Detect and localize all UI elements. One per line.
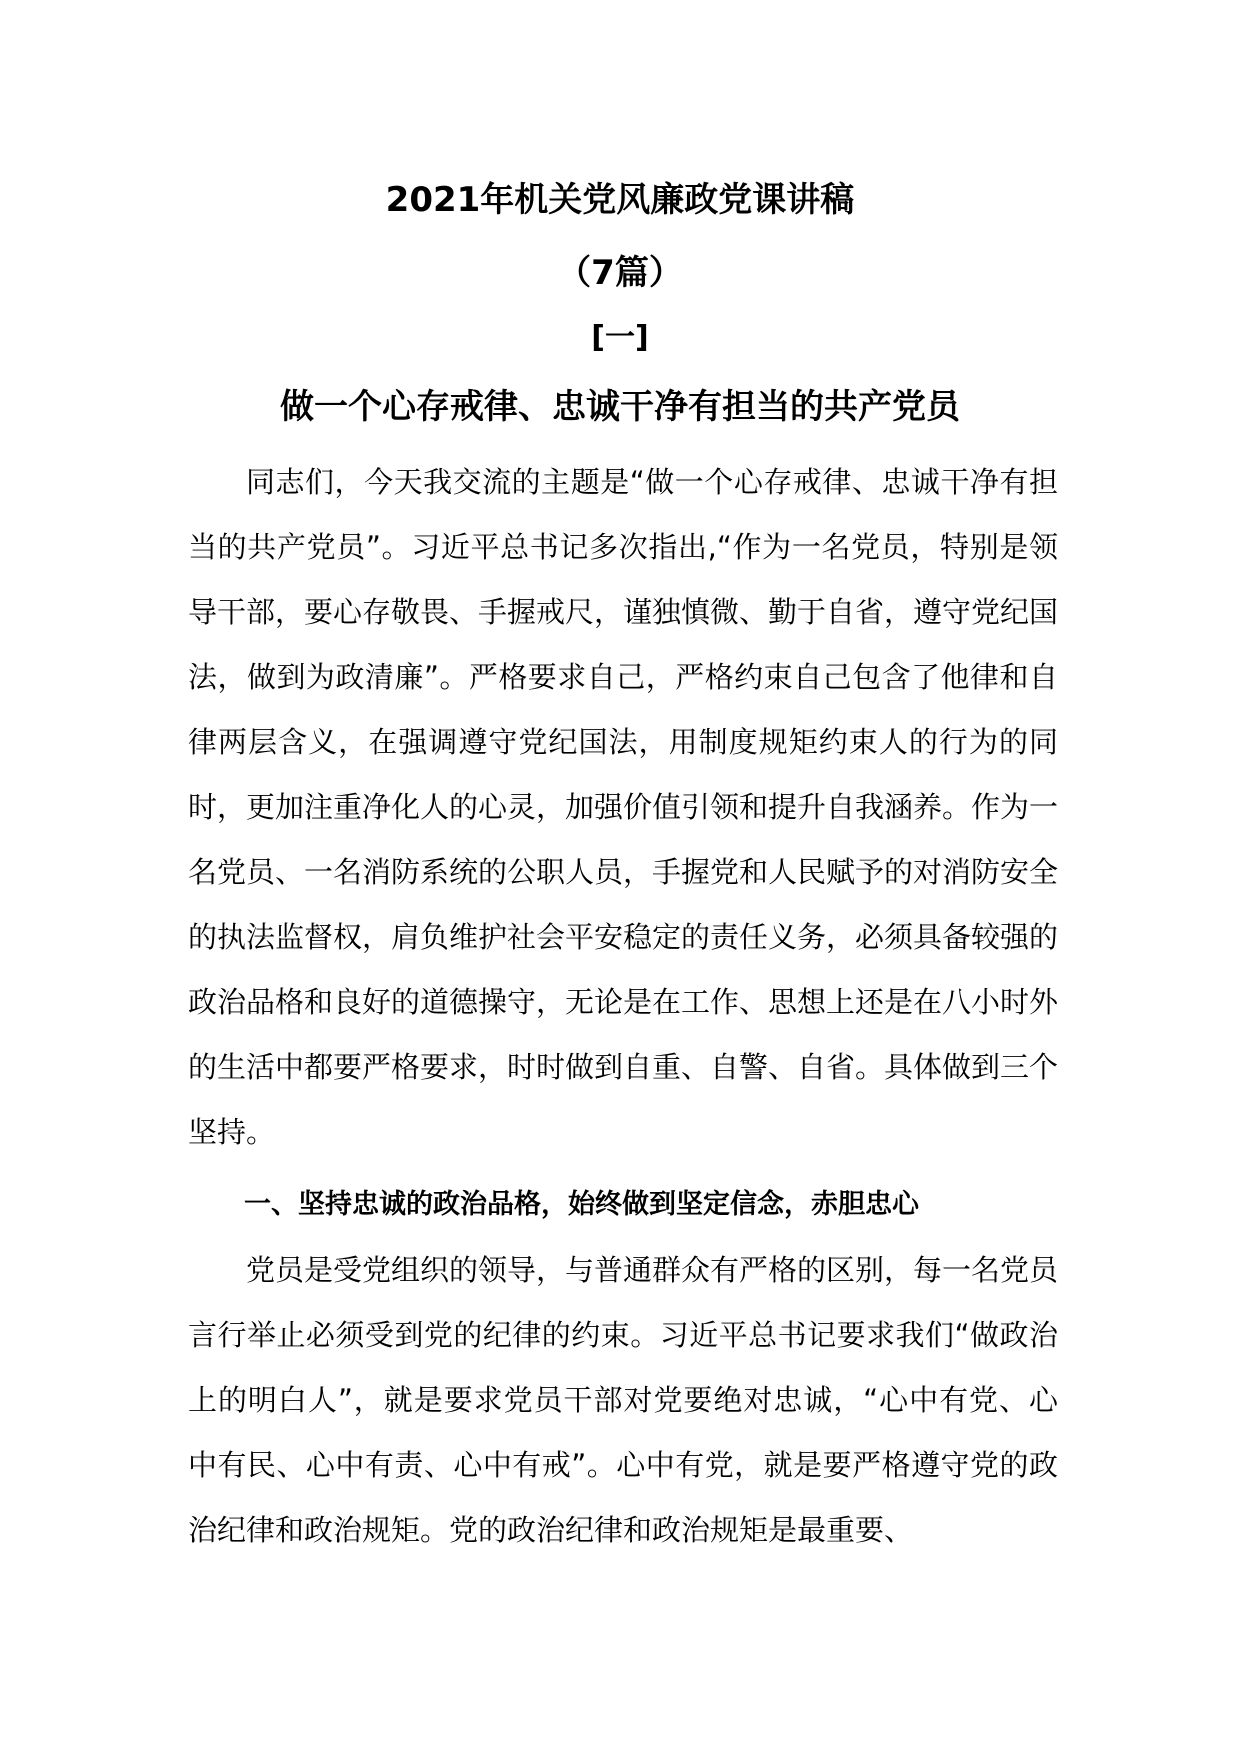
intro-paragraph: 同志们，今天我交流的主题是“做一个心存戒律、忠诚干净有担当的共产党员”。习近平总书记多次指出,“作为一名党员，特别是领导干部，要心存敬畏、手握戒尺，谨独慎微、勤于自省，遵守党纪国法，做到为政清廉”。严格要求自己，严格约束自己包含了他律和自律两层含义，在强调遵守党纪国法，用制度规矩约束人的行为的同时，更加注重净化人的心灵，加强价值引领和提升自我涵养。作为一名党员、一名消防系统的公职人员，手握党和人民赋予的对消防安全的执法监督权，肩负维护社会平安稳定的责任义务，必须具备较强的政治品格和良好的道德操守，无论是在工作、思想上还是在八小时外的生活中都要严格要求，时时做到自重、自警、自省。具体做到三个坚持。 [188, 465, 1059, 1149]
document-subtitle: （7篇） [557, 253, 683, 293]
section-marker: [一] [591, 320, 649, 355]
article-title: 做一个心存戒律、忠诚干净有担当的共产党员 [280, 387, 960, 427]
section-heading: 一、坚持忠诚的政治品格，始终做到坚定信念，赤胆忠心 [244, 1189, 919, 1220]
document-title: 2021年机关党风廉政党课讲稿 [385, 180, 855, 220]
section-paragraph: 党员是受党组织的领导，与普通群众有严格的区别，每一名党员言行举止必须受到党的纪律的约束。习近平总书记要求我们“做政治上的明白人”，就是要求党员干部对党要绝对忠诚，“心中有党、心中有民、心中有责、心中有戒”。心中有党，就是要严格遵守党的政治纪律和政治规矩。党的政治纪律和政治规矩是最重要、 [188, 1253, 1059, 1547]
